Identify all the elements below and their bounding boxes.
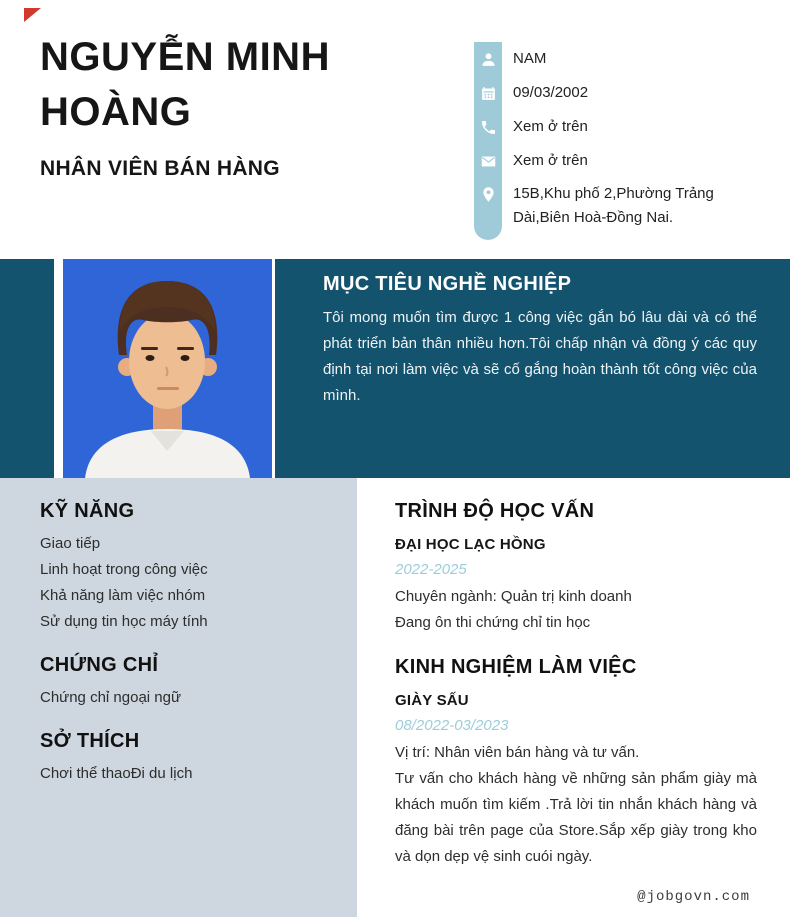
profile-photo xyxy=(62,259,273,478)
contact-row-gender xyxy=(474,42,774,76)
certificates-list xyxy=(40,685,327,711)
education-period: 2022-2025 xyxy=(395,561,467,578)
objective-text: Tôi mong muốn tìm được 1 công việc gắn bó lâu dài và có thể phát triển bản thân nhiều hơn.Tôi chấp nhận và đồng ý các quy định tại nơi làm việc và sẽ cố gắng hoàn thành tốt công việc của mình. xyxy=(323,309,757,404)
birthday-value: 09/03/2002 xyxy=(513,84,589,101)
phone-value: Xem ở trên xyxy=(513,118,588,135)
contact-row-email xyxy=(474,144,774,178)
education-school: ĐẠI HỌC LẠC HỒNG xyxy=(395,536,546,553)
contact-row-phone xyxy=(474,110,774,144)
list-item: Khả năng làm việc nhóm xyxy=(40,587,206,604)
list-item: Chứng chỉ ngoại ngữ xyxy=(40,689,182,706)
band-left-decoration xyxy=(0,259,54,478)
experience-company: GIÀY SẤU xyxy=(395,692,469,709)
contact-row-address xyxy=(474,178,774,230)
experience-period: 08/2022-03/2023 xyxy=(395,717,509,734)
person-icon xyxy=(474,51,502,68)
contact-rows xyxy=(474,42,774,230)
contact-panel xyxy=(474,42,774,230)
education-heading: TRÌNH ĐỘ HỌC VẤN xyxy=(395,500,595,522)
hobbies-list xyxy=(40,761,327,787)
experience-description: Tư vấn cho khách hàng về những sản phẩm giày mà khách muốn tìm kiếm .Trả lời tin nhắn khách hàng và đăng bài trên page của Store.Sắp xếp giày trong kho và dọn dẹp vệ sinh cuói ngày. xyxy=(395,770,757,865)
experience-position: Vị trí: Nhân viên bán hàng và tư vấn. xyxy=(395,744,640,761)
certificates-section xyxy=(40,654,327,711)
education-details xyxy=(395,584,757,636)
bottom-area xyxy=(0,478,790,917)
objective-band xyxy=(0,259,790,478)
list-item: Chơi thể thaoĐi du lịch xyxy=(40,765,193,782)
objective-heading: MỤC TIÊU NGHỀ NGHIỆP xyxy=(323,273,572,295)
watermark: @jobgovn.com xyxy=(637,889,750,905)
contact-row-birthday xyxy=(474,76,774,110)
header xyxy=(40,30,470,181)
corner-accent-triangle xyxy=(24,8,41,22)
certificates-heading: CHỨNG CHỈ xyxy=(40,654,159,676)
phone-icon xyxy=(474,119,502,136)
experience-details xyxy=(395,740,757,870)
list-item: Giao tiếp xyxy=(40,535,101,552)
job-title: NHÂN VIÊN BÁN HÀNG xyxy=(40,157,280,180)
hobbies-heading: SỞ THÍCH xyxy=(40,730,140,752)
list-item: Linh hoạt trong công việc xyxy=(40,561,208,578)
email-value: Xem ở trên xyxy=(513,152,588,169)
skills-heading: KỸ NĂNG xyxy=(40,500,135,522)
objective-section xyxy=(275,259,790,478)
address-value: 15B,Khu phố 2,Phường Trảng Dài,Biên Hoà-Đồng Nai. xyxy=(513,185,714,226)
gender-value: NAM xyxy=(513,50,547,67)
location-icon xyxy=(474,186,502,203)
education-note: Đang ôn thi chứng chỉ tin học xyxy=(395,614,591,631)
page-title: NGUYỄN MINH HOÀNG xyxy=(40,35,330,134)
right-column xyxy=(357,478,790,917)
education-section xyxy=(395,500,757,636)
left-column xyxy=(0,478,357,917)
experience-heading: KINH NGHIỆM LÀM VIỆC xyxy=(395,656,637,678)
list-item: Sử dụng tin học máy tính xyxy=(40,613,208,630)
calendar-icon xyxy=(474,85,502,102)
envelope-icon xyxy=(474,153,502,170)
skills-list xyxy=(40,531,327,635)
skills-section xyxy=(40,500,327,635)
education-major: Chuyên ngành: Quản trị kinh doanh xyxy=(395,588,632,605)
experience-section xyxy=(395,656,757,870)
hobbies-section xyxy=(40,730,327,787)
